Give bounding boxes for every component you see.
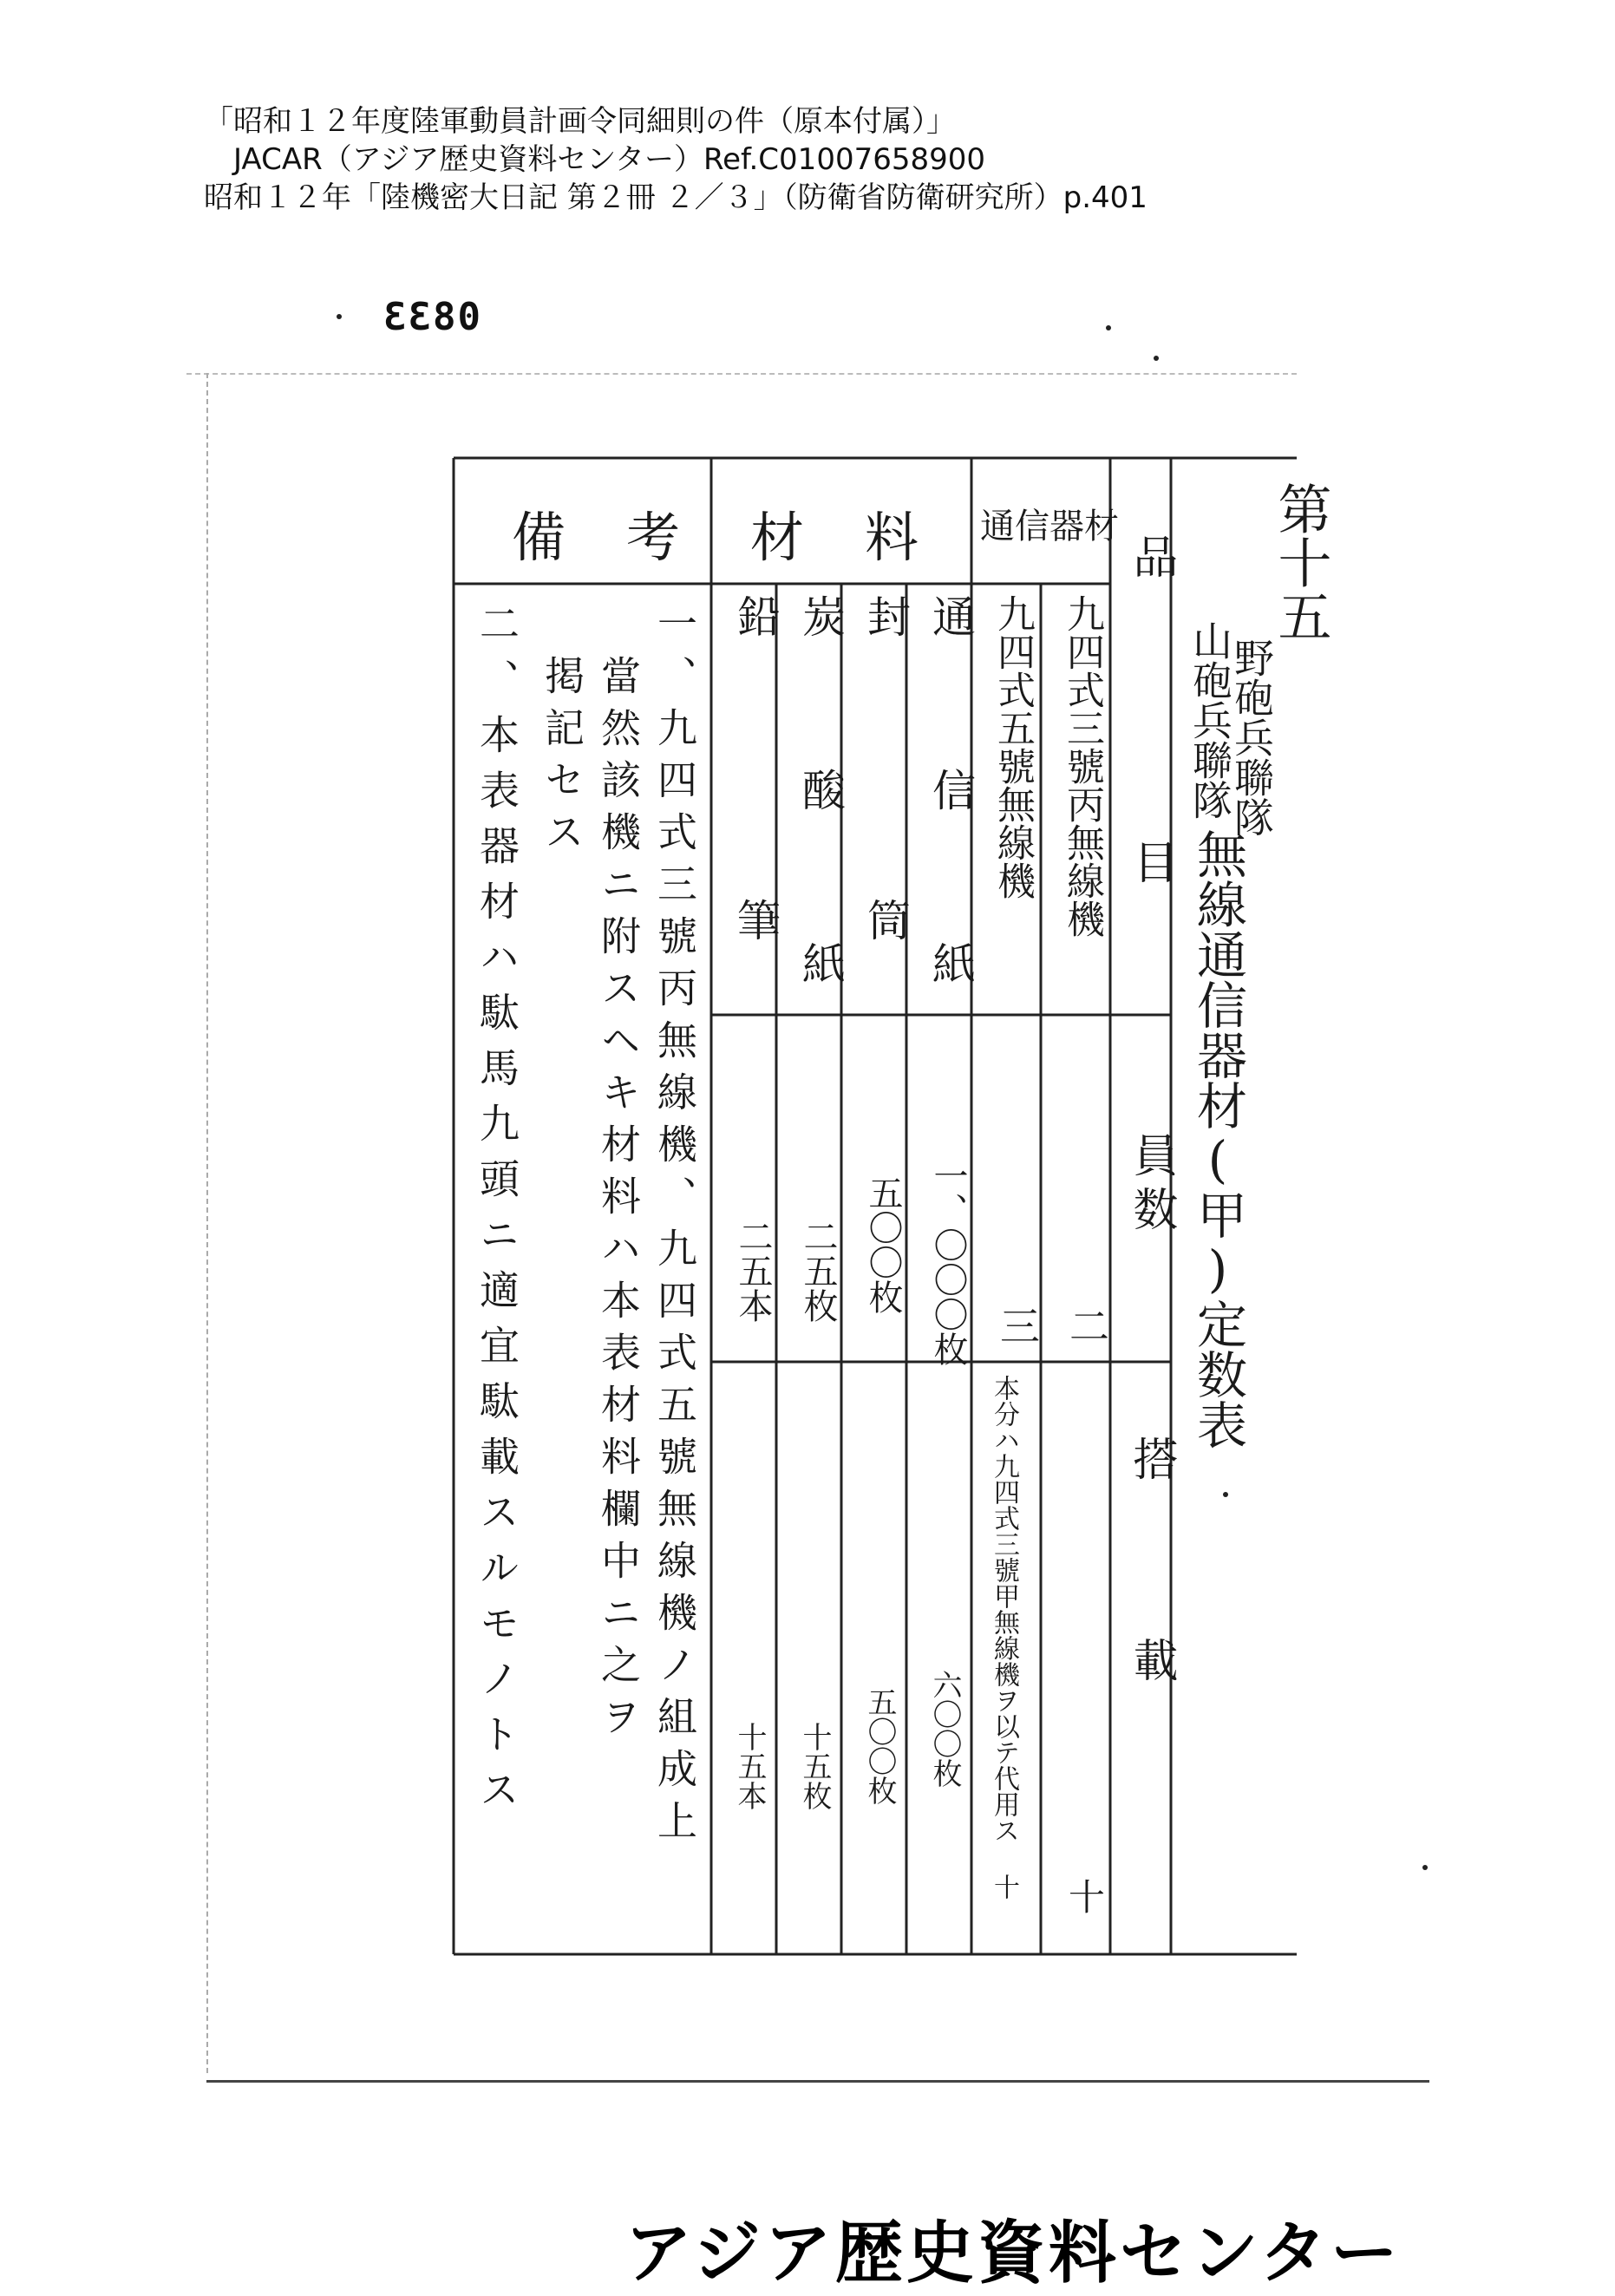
table-number: 第十五 [1269, 481, 1332, 643]
item-name: 封筒 [860, 594, 911, 1201]
item-name: 通信紙 [925, 594, 976, 1115]
quota-table [451, 455, 1332, 1958]
remark-line-3: 掲記セス [539, 655, 585, 863]
item-name: 九四式五號無線機 [991, 594, 1035, 899]
item-note: 十五枚 [797, 1722, 832, 1810]
title-line-1: 野砲兵聯隊 [1228, 638, 1275, 837]
item-column-label: 品目 [1125, 533, 1177, 1144]
scan-edge-left [206, 373, 210, 2073]
item-count: 五〇〇枚 [863, 1175, 903, 1314]
table-title: 無線通信器材(甲)定数表 [1188, 828, 1247, 1449]
scan-speck [337, 314, 342, 319]
scan-edge-top [186, 373, 1297, 376]
item-note: 十 [1063, 1878, 1106, 1914]
citation-header [204, 102, 1505, 217]
carry-column-label: 搭載 [1125, 1436, 1177, 1838]
citation-line-1: 「昭和１２年度陸軍動員計画令同細則の件（原本付属）」 [204, 104, 956, 139]
remark-line-4: 二、本表器材ハ駄馬九頭ニ適宜駄載スルモノトス [474, 603, 520, 1824]
item-count: 一、〇〇〇枚 [928, 1158, 968, 1366]
count-column-label: 員数 [1125, 1132, 1177, 1240]
scan-speck [1106, 325, 1111, 330]
materials-header: 材料 [750, 506, 980, 569]
remarks-header: 備考 [512, 506, 742, 569]
archive-footer-logo: アジア歴史資料センター [624, 2214, 1402, 2293]
item-note: 十五本 [732, 1722, 767, 1810]
item-name: 九四式三號丙無線機 [1060, 594, 1104, 938]
item-note: 本分ハ九四式三號甲無線機ヲ以テ代用ス 十 [989, 1375, 1019, 1900]
item-note: 五〇〇枚 [862, 1687, 897, 1805]
remark-line-2: 當然該機ニ附スヘキ材料ハ本表材料欄中ニ之ヲ [595, 655, 642, 1748]
citation-line-2: JACAR（アジア歴史資料センター）Ref.C01007658900 [233, 142, 986, 177]
equipment-header: 通信器材 [980, 507, 1119, 546]
remark-line-1: 一、九四式三號丙無線機、九四式五號無線機ノ組成上 [651, 603, 698, 1852]
page-number-stamp: 0833 [382, 295, 481, 339]
item-name: 炭酸紙 [795, 594, 846, 1115]
item-count: 三 [994, 1305, 1041, 1345]
item-name: 鉛筆 [730, 594, 781, 1201]
item-count: 二五本 [733, 1219, 773, 1323]
item-note: 六〇〇枚 [927, 1670, 962, 1788]
scan-speck [1422, 1865, 1428, 1870]
item-count: 二五枚 [798, 1219, 838, 1323]
scan-edge-bottom [206, 2080, 1429, 2083]
title-line-2: 山砲兵聯隊 [1187, 620, 1233, 820]
item-count: 二 [1063, 1305, 1110, 1345]
citation-line-3: 昭和１２年「陸機密大日記 第２冊 ２／３」（防衛省防衛研究所）p.401 [204, 180, 1148, 215]
scan-speck [1154, 356, 1159, 361]
